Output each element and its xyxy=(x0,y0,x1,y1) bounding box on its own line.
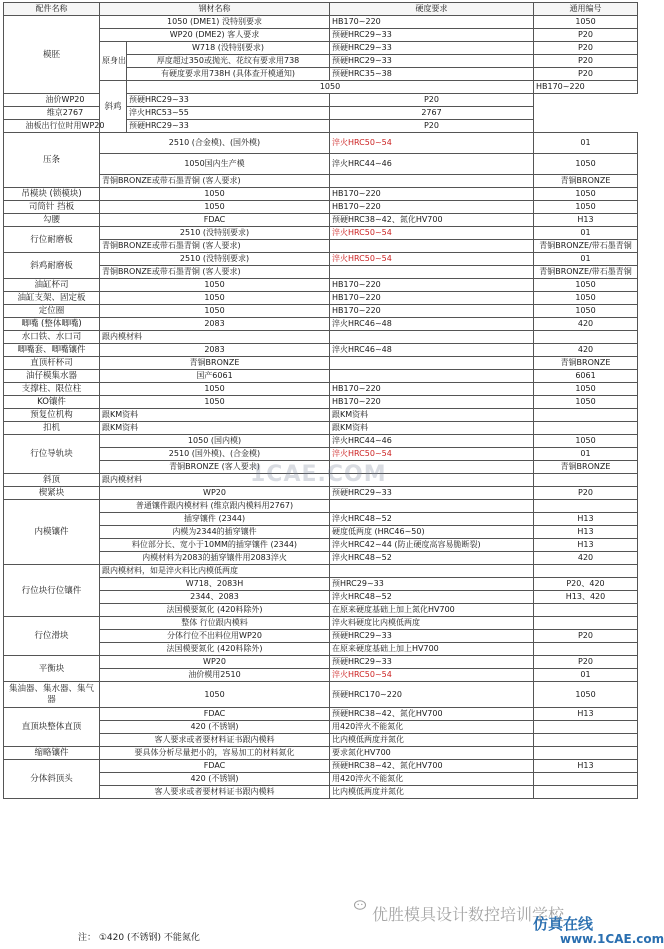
hardness-cell: 淬火HRC46~48 xyxy=(330,344,534,357)
table-row xyxy=(4,357,638,370)
table-row xyxy=(4,578,638,591)
code-cell: H13 xyxy=(534,708,638,721)
code-cell: P20 xyxy=(534,42,638,55)
table-row xyxy=(4,214,638,227)
hardness-cell: 淬火料硬度比内模低两度 xyxy=(330,617,534,630)
hardness-cell: 淬火HRC48~52 xyxy=(330,513,534,526)
hardness-cell: 跟KM资料 xyxy=(330,422,534,435)
material-cell: 厚度超过350或抛光、花纹有要求用738 xyxy=(127,55,330,68)
hardness-cell: 在原来硬度基础上加上HV700 xyxy=(330,643,534,656)
code-cell: 青铜BRONZE/带石墨青铜 xyxy=(534,266,638,279)
table-row xyxy=(4,107,638,120)
part-name-cell: 斜鸡耐磨板 xyxy=(4,253,100,279)
code-cell xyxy=(534,773,638,786)
code-cell: 1050 xyxy=(534,292,638,305)
table-row xyxy=(4,133,638,154)
table-row xyxy=(4,154,638,175)
material-cell: W718 (没特别要求) xyxy=(127,42,330,55)
hardness-cell: 淬火HRC48~52 xyxy=(330,591,534,604)
table-row xyxy=(4,318,638,331)
hardness-cell xyxy=(330,240,534,253)
steel-spec-table xyxy=(3,2,638,799)
table-row xyxy=(4,617,638,630)
hardness-cell: 淬火HRC50~54 xyxy=(330,253,534,266)
hardness-cell: HB170~220 xyxy=(330,188,534,201)
hardness-cell: 在原来硬度基础上加上氮化HV700 xyxy=(330,604,534,617)
material-cell: 1050 xyxy=(100,201,330,214)
center-watermark: 1CAE.COM xyxy=(250,462,387,487)
table-row xyxy=(4,565,638,578)
table-row xyxy=(4,227,638,240)
code-cell: 1050 xyxy=(534,435,638,448)
part-name-cell: 楔紧块 xyxy=(4,487,100,500)
table-row xyxy=(4,500,638,513)
material-cell: 维京2767 xyxy=(4,107,127,120)
part-name-cell: 集油器、集水器、集气器 xyxy=(4,682,100,708)
material-cell: 1050 xyxy=(100,383,330,396)
code-cell: P20、420 xyxy=(534,578,638,591)
part-name-cell: 勾腰 xyxy=(4,214,100,227)
brand-url-watermark: www.1CAE.com xyxy=(560,932,664,946)
material-cell: 青铜BRONZE或带石墨青铜 (客人要求) xyxy=(100,266,330,279)
code-cell: 1050 xyxy=(534,396,638,409)
hardness-cell: 淬火HRC48~52 xyxy=(330,552,534,565)
hardness-cell: 预硬HRC29~33 xyxy=(330,656,534,669)
code-cell xyxy=(534,786,638,799)
material-cell: 油价WP20 xyxy=(4,94,127,107)
hardness-cell: 跟KM资料 xyxy=(330,409,534,422)
material-cell: 客人要求或者要材料证书跟内模料 xyxy=(100,786,330,799)
part-name-cell: 预复位机构 xyxy=(4,409,100,422)
hardness-cell: HB170~220 xyxy=(330,279,534,292)
hardness-cell xyxy=(330,565,534,578)
code-cell: 1050 xyxy=(534,682,638,708)
hardness-cell: 预硬HRC170~220 xyxy=(330,682,534,708)
hardness-cell: 预硬HRC29~33 xyxy=(330,55,534,68)
hardness-cell: HB170~220 xyxy=(330,16,534,29)
header-hardness: 硬度要求 xyxy=(330,3,534,16)
table-row xyxy=(4,29,638,42)
material-cell: 2510 (没特别要求) xyxy=(100,227,330,240)
part-name-cell: KO镶件 xyxy=(4,396,100,409)
hardness-cell: 预硬HRC29~33 xyxy=(127,94,330,107)
hardness-cell: 预硬HRC35~38 xyxy=(330,68,534,81)
material-cell: 1050 xyxy=(100,682,330,708)
part-name-cell: 直顶杆杯司 xyxy=(4,357,100,370)
code-cell: 01 xyxy=(534,133,638,154)
material-cell: 有硬度要求用738H (具体查开模通知) xyxy=(127,68,330,81)
material-cell: 1050 xyxy=(100,396,330,409)
material-cell: 2083 xyxy=(100,344,330,357)
code-cell: P20 xyxy=(534,656,638,669)
code-cell: H13 xyxy=(534,760,638,773)
hardness-cell: 硬度低两度 (HRC46~50) xyxy=(330,526,534,539)
code-cell: 420 xyxy=(534,318,638,331)
code-cell: P20 xyxy=(534,68,638,81)
hardness-cell: 淬火HRC50~54 xyxy=(330,448,534,461)
material-cell: 跟内模材料，如是淬火料比内模低两度 xyxy=(100,565,330,578)
header-material: 钢材名称 xyxy=(100,3,330,16)
material-cell: WP20 xyxy=(100,487,330,500)
part-name-cell: 唧嘴 (整体唧嘴) xyxy=(4,318,100,331)
code-cell: H13 xyxy=(534,526,638,539)
table-row xyxy=(4,656,638,669)
material-cell: 1050 xyxy=(100,292,330,305)
table-row xyxy=(4,81,638,94)
code-cell xyxy=(534,474,638,487)
table-row xyxy=(4,760,638,773)
part-name-cell: 斜鸡 xyxy=(100,81,127,133)
table-row xyxy=(4,175,638,188)
hardness-cell: 预HRC29~33 xyxy=(330,578,534,591)
code-cell: 6061 xyxy=(534,370,638,383)
part-name-cell: 行位滑块 xyxy=(4,617,100,656)
code-cell: 01 xyxy=(534,669,638,682)
material-cell: WP20 (DME2) 客人要求 xyxy=(100,29,330,42)
code-cell: 青铜BRONZE/带石墨青铜 xyxy=(534,240,638,253)
code-cell: 1050 xyxy=(534,383,638,396)
table-row xyxy=(4,539,638,552)
wechat-watermark: 优胜模具设计数控培训学校 xyxy=(372,905,565,924)
material-cell: 分体行位不出料位用WP20 xyxy=(100,630,330,643)
header-code: 通用编号 xyxy=(534,3,638,16)
table-row xyxy=(4,266,638,279)
material-cell: 跟内模材料 xyxy=(100,331,330,344)
table-row xyxy=(4,188,638,201)
part-name-cell: 行位块行位镶件 xyxy=(4,565,100,617)
code-cell: 青铜BRONZE xyxy=(534,175,638,188)
material-cell: 420 (不锈钢) xyxy=(100,773,330,786)
material-cell: 法国模要氮化 (420料除外) xyxy=(100,604,330,617)
material-cell: W718、2083H xyxy=(100,578,330,591)
table-row xyxy=(4,370,638,383)
table-row xyxy=(4,279,638,292)
material-cell: 要具体分析尽量把小的，容易加工的材料氮化 xyxy=(100,747,330,760)
material-cell: 2083 xyxy=(100,318,330,331)
code-cell: P20 xyxy=(534,487,638,500)
table-row xyxy=(4,747,638,760)
table-row xyxy=(4,344,638,357)
code-cell: H13、420 xyxy=(534,591,638,604)
hardness-cell xyxy=(330,500,534,513)
material-cell: 1050 xyxy=(127,81,534,94)
table-row xyxy=(4,513,638,526)
brand-watermark: 仿真在线 xyxy=(533,915,594,933)
code-cell xyxy=(534,643,638,656)
table-row xyxy=(4,448,638,461)
material-cell: 整体 行位跟内模料 xyxy=(100,617,330,630)
hardness-cell: 用420淬火不能氮化 xyxy=(330,721,534,734)
material-cell: 420 (不锈钢) xyxy=(100,721,330,734)
wechat-icon xyxy=(354,900,368,912)
part-name-cell: 内模镶件 xyxy=(4,500,100,565)
material-cell: 青铜BRONZE xyxy=(100,357,330,370)
hardness-cell: 比内模低两度并氮化 xyxy=(330,786,534,799)
hardness-cell: 预硬HRC29~33 xyxy=(330,42,534,55)
code-cell: H13 xyxy=(534,513,638,526)
material-cell: 1050 xyxy=(100,279,330,292)
material-cell: 青铜BRONZE或带石墨青铜 (客人要求) xyxy=(100,175,330,188)
code-cell xyxy=(534,604,638,617)
table-row xyxy=(4,682,638,708)
material-cell: 2344、2083 xyxy=(100,591,330,604)
hardness-cell: HB170~220 xyxy=(330,201,534,214)
material-cell: 客人要求或者要材料证书跟内模料 xyxy=(100,734,330,747)
material-cell: FDAC xyxy=(100,760,330,773)
part-name-cell: 缩略镶件 xyxy=(4,747,100,760)
hardness-cell: 淬火HRC44~46 xyxy=(330,154,534,175)
material-cell: 油板出行位时用WP20 xyxy=(4,120,127,133)
code-cell: 420 xyxy=(534,344,638,357)
hardness-cell: 预硬HRC38~42、氮化HV700 xyxy=(330,760,534,773)
code-cell xyxy=(534,331,638,344)
table-row xyxy=(4,721,638,734)
code-cell: 1050 xyxy=(534,201,638,214)
hardness-cell: 预硬HRC38~42、氮化HV700 xyxy=(330,214,534,227)
code-cell: 01 xyxy=(534,227,638,240)
hardness-cell: HB170~220 xyxy=(330,305,534,318)
hardness-cell: 淬火HRC42~44 (防止硬度高容易脆断裂) xyxy=(330,539,534,552)
material-cell: 内模为2344的插穿镶件 xyxy=(100,526,330,539)
part-name-cell: 水口铁、水口司 xyxy=(4,331,100,344)
hardness-cell: HB170~220 xyxy=(534,81,638,94)
code-cell: P20 xyxy=(330,120,534,133)
hardness-cell: 预硬HRC29~33 xyxy=(330,29,534,42)
code-cell: 01 xyxy=(534,448,638,461)
table-row xyxy=(4,240,638,253)
hardness-cell: HB170~220 xyxy=(330,383,534,396)
code-cell xyxy=(534,409,638,422)
code-cell: 青铜BRONZE xyxy=(534,461,638,474)
part-name-cell: 油缸杯司 xyxy=(4,279,100,292)
material-cell: 国产6061 xyxy=(100,370,330,383)
part-name-cell: 定位圈 xyxy=(4,305,100,318)
table-row xyxy=(4,630,638,643)
material-cell: 跟KM资料 xyxy=(100,422,330,435)
table-row xyxy=(4,331,638,344)
table-row xyxy=(4,292,638,305)
part-name-cell: 扣机 xyxy=(4,422,100,435)
material-cell: WP20 xyxy=(100,656,330,669)
table-row xyxy=(4,16,638,29)
material-cell: 1050国内生产模 xyxy=(100,154,330,175)
hardness-cell xyxy=(330,331,534,344)
code-cell: H13 xyxy=(534,539,638,552)
hardness-cell: 用420淬火不能氮化 xyxy=(330,773,534,786)
hardness-cell: 淬火HRC50~54 xyxy=(330,133,534,154)
table-row xyxy=(4,253,638,266)
hardness-cell xyxy=(330,370,534,383)
material-cell: 法国模要氮化 (420料除外) xyxy=(100,643,330,656)
material-cell: FDAC xyxy=(100,708,330,721)
material-cell: 2510 (国外模)、(合金模) xyxy=(100,448,330,461)
code-cell: 青铜BRONZE xyxy=(534,357,638,370)
part-name-cell: 压条 xyxy=(4,133,100,188)
table-row xyxy=(4,42,638,55)
material-cell: 内模材料为2083的插穿镶件用2083淬火 xyxy=(100,552,330,565)
table-header-row xyxy=(4,3,638,16)
table-row xyxy=(4,526,638,539)
table-row xyxy=(4,487,638,500)
table-row xyxy=(4,396,638,409)
code-cell: P20 xyxy=(534,630,638,643)
material-cell: 青铜BRONZE或带石墨青铜 (客人要求) xyxy=(100,240,330,253)
code-cell: H13 xyxy=(534,214,638,227)
table-row xyxy=(4,120,638,133)
code-cell: 1050 xyxy=(534,305,638,318)
table-row xyxy=(4,708,638,721)
part-name-cell: 模胚 xyxy=(4,16,100,94)
table-row xyxy=(4,552,638,565)
table-row xyxy=(4,591,638,604)
hardness-cell: 淬火HRC50~54 xyxy=(330,227,534,240)
code-cell: P20 xyxy=(534,29,638,42)
hardness-cell: 要求氮化HV700 xyxy=(330,747,534,760)
material-cell: 跟KM资料 xyxy=(100,409,330,422)
hardness-cell: HB170~220 xyxy=(330,292,534,305)
table-row xyxy=(4,773,638,786)
part-name-cell: 分体斜顶头 xyxy=(4,760,100,799)
hardness-cell: 淬火HRC50~54 xyxy=(330,669,534,682)
part-name-cell: 吊模块 (锁模块) xyxy=(4,188,100,201)
hardness-cell: 淬火HRC44~46 xyxy=(330,435,534,448)
hardness-cell: 比内模低两度并氮化 xyxy=(330,734,534,747)
part-name-cell: 斜顶 xyxy=(4,474,100,487)
code-cell xyxy=(534,617,638,630)
part-name-cell: 平衡块 xyxy=(4,656,100,682)
hardness-cell: 预硬HRC29~33 xyxy=(330,487,534,500)
code-cell xyxy=(534,721,638,734)
header-part-name: 配件名称 xyxy=(4,3,100,16)
code-cell: 420 xyxy=(534,552,638,565)
material-cell: 2510 (没特别要求) xyxy=(100,253,330,266)
material-cell: 1050 (国内模) xyxy=(100,435,330,448)
hardness-cell: 淬火HRC53~55 xyxy=(127,107,330,120)
material-cell: 1050 xyxy=(100,305,330,318)
part-name-cell: 司筒针 挡板 xyxy=(4,201,100,214)
code-cell xyxy=(534,500,638,513)
material-cell: 1050 xyxy=(100,188,330,201)
material-cell: 跟内模材料 xyxy=(100,474,330,487)
material-cell: 料位部分长、宽小于10MM的插穿镶件 (2344) xyxy=(100,539,330,552)
material-cell: 2510 (合金模)、(国外模) xyxy=(100,133,330,154)
table-row xyxy=(4,786,638,799)
hardness-cell xyxy=(330,357,534,370)
table-row xyxy=(4,604,638,617)
footnote: 注： ①420 (不锈钢) 不能氮化 xyxy=(78,933,200,943)
part-name-cell: 唧嘴套、唧嘴镶件 xyxy=(4,344,100,357)
code-cell: 1050 xyxy=(534,188,638,201)
hardness-cell xyxy=(330,266,534,279)
part-name-cell: 行位耐磨板 xyxy=(4,227,100,253)
table-row xyxy=(4,669,638,682)
table-body xyxy=(4,16,638,799)
table-row xyxy=(4,435,638,448)
hardness-cell: 预硬HRC38~42、氮化HV700 xyxy=(330,708,534,721)
part-name-cell: 行位导轨块 xyxy=(4,435,100,474)
code-cell: P20 xyxy=(330,94,534,107)
code-cell xyxy=(534,747,638,760)
hardness-cell: HB170~220 xyxy=(330,396,534,409)
hardness-cell xyxy=(330,175,534,188)
material-cell: FDAC xyxy=(100,214,330,227)
sub-category-cell: 原身出 xyxy=(100,42,127,81)
table-row xyxy=(4,305,638,318)
code-cell: 2767 xyxy=(330,107,534,120)
code-cell: 1050 xyxy=(534,279,638,292)
part-name-cell: 直顶块整体直顶 xyxy=(4,708,100,747)
code-cell xyxy=(534,422,638,435)
table-row xyxy=(4,201,638,214)
hardness-cell: 预硬HRC29~33 xyxy=(127,120,330,133)
table-row xyxy=(4,643,638,656)
code-cell xyxy=(534,734,638,747)
code-cell: 01 xyxy=(534,253,638,266)
hardness-cell: 预硬HRC29~33 xyxy=(330,630,534,643)
table-row xyxy=(4,734,638,747)
code-cell xyxy=(534,565,638,578)
table-row xyxy=(4,422,638,435)
hardness-cell: 淬火HRC46~48 xyxy=(330,318,534,331)
material-cell: 油价模用2510 xyxy=(100,669,330,682)
table-row xyxy=(4,94,638,107)
code-cell: 1050 xyxy=(534,154,638,175)
table-row xyxy=(4,383,638,396)
material-cell: 青铜BRONZE (客人要求) xyxy=(100,461,330,474)
code-cell: 1050 xyxy=(534,16,638,29)
code-cell: P20 xyxy=(534,55,638,68)
part-name-cell: 支撑柱、限位柱 xyxy=(4,383,100,396)
material-cell: 普通镶件跟内模材料 (维京跟内模料用2767) xyxy=(100,500,330,513)
material-cell: 1050 (DME1) 没特别要求 xyxy=(100,16,330,29)
material-cell: 插穿镶件 (2344) xyxy=(100,513,330,526)
part-name-cell: 油缸支架、固定板 xyxy=(4,292,100,305)
table-row xyxy=(4,409,638,422)
part-name-cell: 油仔模集水器 xyxy=(4,370,100,383)
